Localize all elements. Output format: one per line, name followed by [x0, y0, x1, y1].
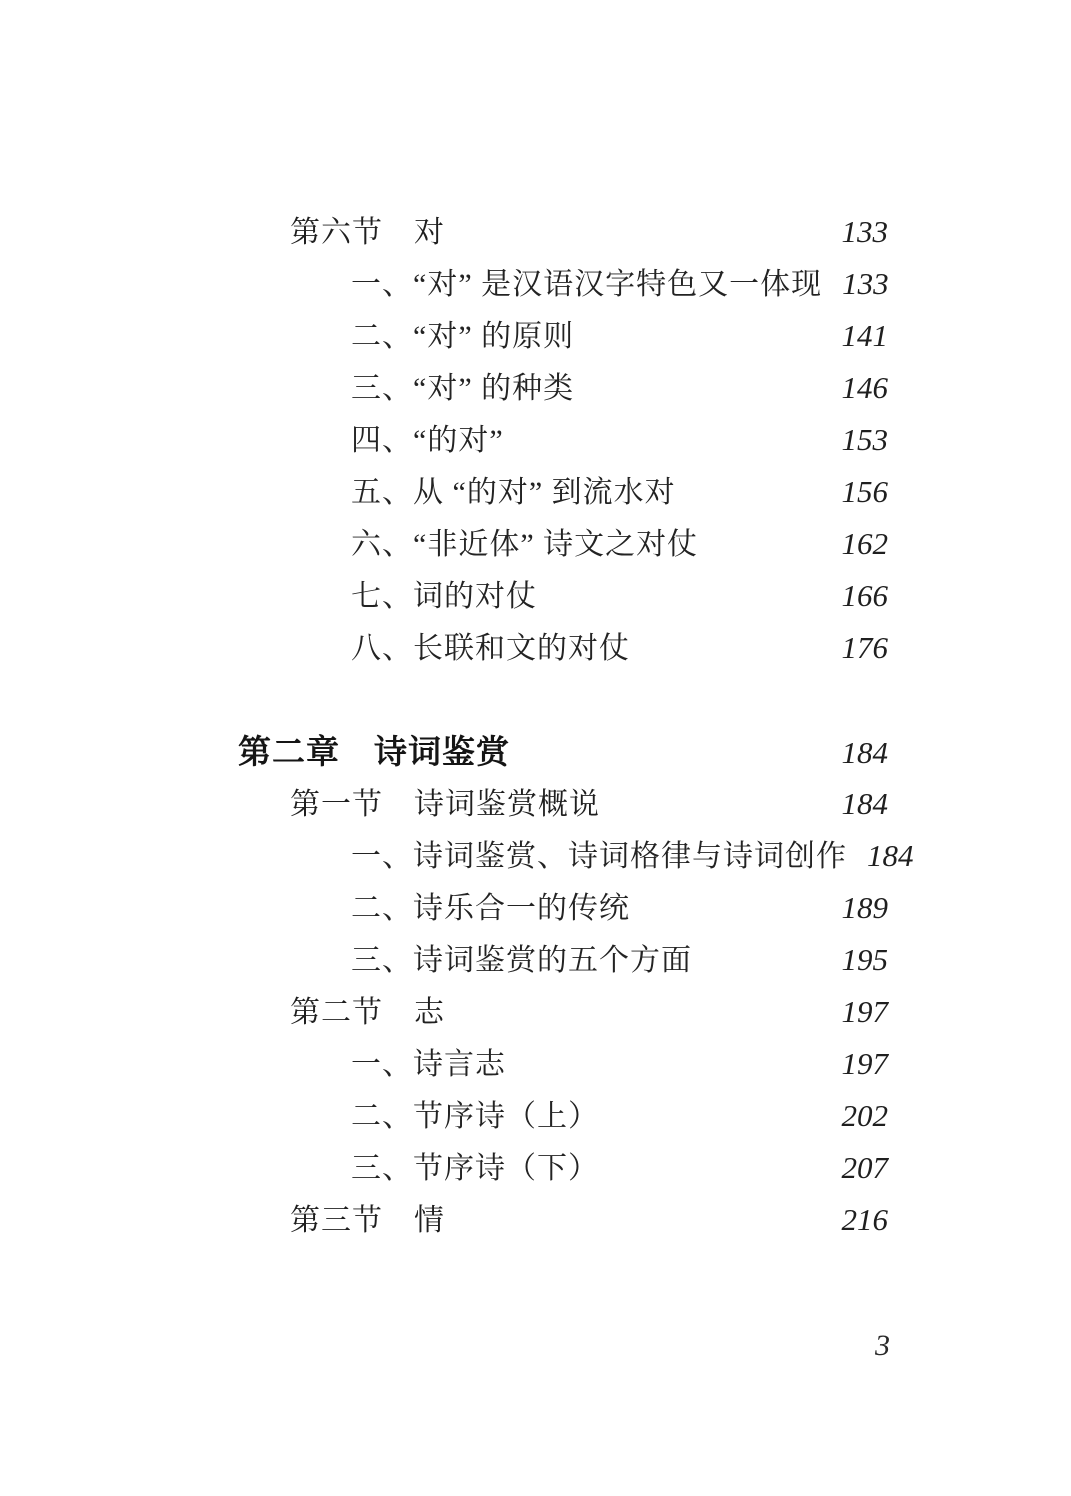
toc-entry-title: 第二节 志 [290, 996, 445, 1029]
toc-row [238, 310, 888, 362]
toc-row [238, 830, 914, 882]
toc-entry-page-number: 153 [841, 422, 888, 457]
toc-row [238, 882, 888, 934]
toc-entry-title: 三、诗词鉴赏的五个方面 [351, 944, 692, 977]
toc-entry-page-number: 176 [841, 630, 888, 665]
toc-entry-title: 二、“对” 的原则 [351, 320, 575, 353]
toc-entry-title: 四、“的对” [351, 424, 504, 457]
toc-row [238, 362, 888, 414]
toc-row [238, 258, 888, 310]
toc-entry-title: 一、“对” 是汉语汉字特色又一体现 [351, 268, 823, 301]
toc-entry-title: 五、从 “的对” 到流水对 [351, 476, 676, 509]
toc-entry-page-number: 195 [841, 942, 888, 977]
toc-entry-title: 八、长联和文的对仗 [351, 632, 630, 665]
toc-entry-page-number: 197 [841, 1046, 888, 1081]
toc-entry-page-number: 162 [841, 526, 888, 561]
toc-entry-page-number: 189 [841, 890, 888, 925]
toc-entry-title: 二、诗乐合一的传统 [351, 892, 630, 925]
toc-entry-title: 三、“对” 的种类 [351, 372, 575, 405]
toc-row [238, 1142, 888, 1194]
toc-row [238, 206, 888, 258]
toc-row [238, 1194, 888, 1246]
toc-entry-title: 三、节序诗（下） [351, 1152, 599, 1185]
toc-entry-page-number: 166 [841, 578, 888, 613]
footer-page-number: 3 [875, 1329, 890, 1362]
toc-row [238, 414, 888, 466]
toc-entry-title: 一、诗词鉴赏、诗词格律与诗词创作 [351, 840, 847, 873]
toc-row [238, 934, 888, 986]
toc-entry-page-number: 156 [841, 474, 888, 509]
toc-entry-page-number: 133 [841, 214, 888, 249]
toc-entry-title: 六、“非近体” 诗文之对仗 [351, 528, 699, 561]
toc-row [238, 622, 888, 674]
toc-entry-page-number: 197 [841, 994, 888, 1029]
toc-entry-page-number: 184 [867, 838, 914, 873]
toc-entry-title: 第三节 情 [290, 1204, 445, 1237]
toc-entry-page-number: 184 [841, 735, 888, 770]
toc-entry-title: 第一节 诗词鉴赏概说 [290, 788, 600, 821]
toc-row [238, 986, 888, 1038]
toc-entry-title: 一、诗言志 [351, 1048, 506, 1081]
toc-entry-page-number: 146 [841, 370, 888, 405]
toc-entry-page-number: 133 [842, 266, 889, 301]
toc-entry-page-number: 207 [841, 1150, 888, 1185]
toc-entry-title: 七、词的对仗 [351, 580, 537, 613]
toc-row [238, 1090, 888, 1142]
toc-row [238, 1038, 888, 1090]
toc-entry-page-number: 202 [841, 1098, 888, 1133]
toc-row [238, 726, 888, 778]
toc-row [238, 778, 888, 830]
toc-entry-title: 二、节序诗（上） [351, 1100, 599, 1133]
toc-entry-title: 第二章 诗词鉴赏 [238, 733, 510, 770]
toc-entry-title: 第六节 对 [290, 216, 445, 249]
toc-row [238, 466, 888, 518]
toc-row [238, 518, 888, 570]
toc-entry-page-number: 141 [841, 318, 888, 353]
toc-row [238, 570, 888, 622]
toc-entry-page-number: 216 [841, 1202, 888, 1237]
toc-entry-page-number: 184 [841, 786, 888, 821]
toc-list [238, 206, 914, 1246]
